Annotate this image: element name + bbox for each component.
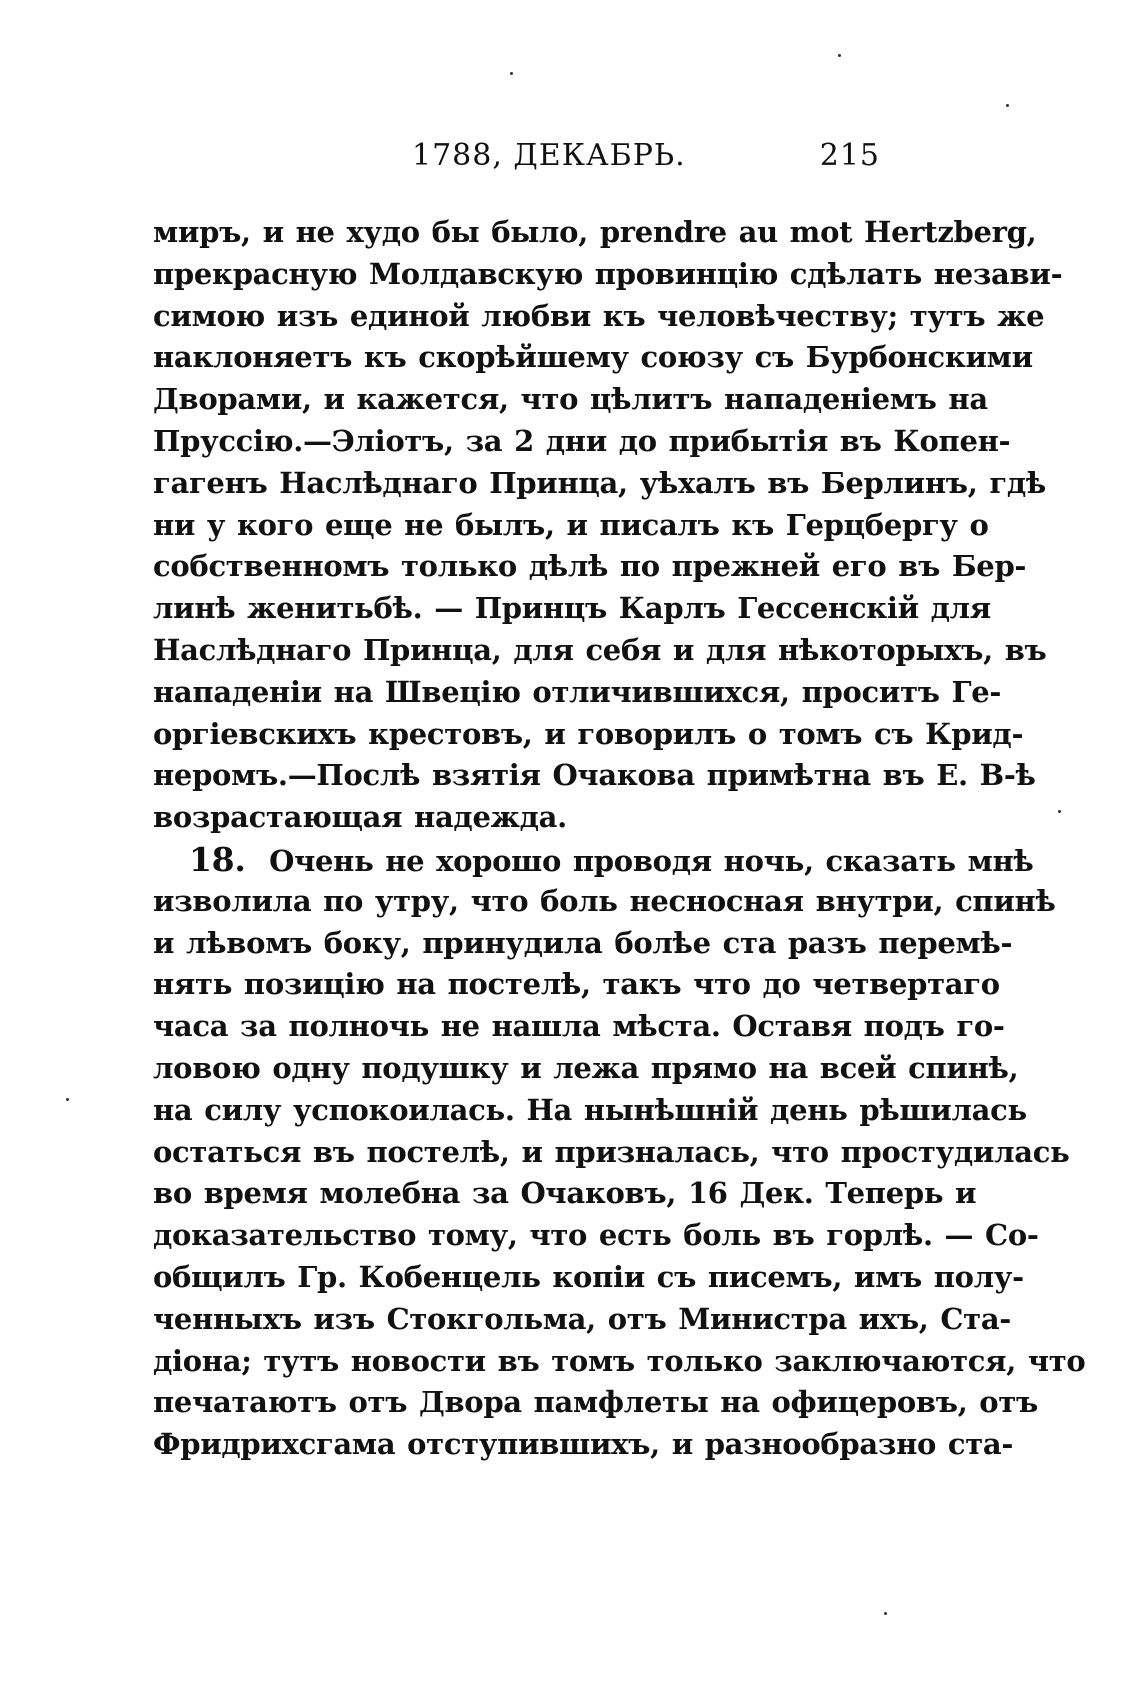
entry-number: 18. [189,839,246,879]
text-line: неромъ.—Послѣ взятія Очакова примѣтна въ Е. В-ѣ [153,758,1036,793]
text-line: ни у кого еще не былъ, и писалъ къ Герцбергу о [153,507,989,542]
scan-speck [510,72,513,75]
text-line: Наслѣднаго Принца, для себя и для нѣкоторыхъ, въ [153,632,1047,667]
scan-speck [838,54,841,57]
text-line: изволила по утру, что боль несносная внутри, спинѣ [153,883,1056,918]
header-title: 1788, ДЕКАБРЬ. [412,138,686,173]
text-line: печатаютъ отъ Двора памфлеты на офицеровъ, отъ [153,1385,1038,1420]
text-line: миръ, и не худо бы было, prendre au mot Hertzberg, [153,215,1037,249]
entry-first-line-text: Очень не хорошо проводя ночь, сказать мнѣ [269,843,1034,878]
page-number: 215 [819,138,880,173]
text-line: гагенъ Наслѣднаго Принца, уѣхалъ въ Берлинъ, гдѣ [153,465,1046,500]
scan-speck [884,1612,887,1615]
text-line: общилъ Гр. Кобенцель копіи съ писемъ, имъ полу- [153,1259,1024,1294]
text-line: наклоняетъ къ скорѣйшему союзу съ Бурбонскими [153,340,1033,375]
text-line: симою изъ единой любви къ человѣчеству; тутъ же [153,298,1045,333]
text-line: доказательство тому, что есть боль въ горлѣ. — Со- [153,1218,1039,1253]
text-line: Фридрихсгама отступившихъ, и разнообразно ста- [153,1427,1014,1462]
scan-speck [66,1098,69,1101]
text-line: нападеніи на Швецію отличившихся, проситъ Ге- [153,674,1002,709]
text-line: діона; тутъ новости въ томъ только заключаются, что [153,1343,1086,1378]
text-line: часа за полночь не нашла мѣста. Оставя подъ го- [153,1009,1005,1044]
text-line: возрастающая надежда. [153,800,567,835]
body-text [153,212,1086,1466]
text-line: остаться въ постелѣ, и призналась, что простудилась [153,1134,1070,1169]
scan-speck [1006,104,1009,107]
text-line: нять позицію на постелѣ, такъ что до четвертаго [153,967,1000,1002]
text-line: во время молебна за Очаковъ, 16 Дек. Теперь и [153,1176,977,1211]
text-line: линѣ женитьбѣ. — Принцъ Карлъ Гессенскій для [153,591,991,626]
scan-speck [1058,810,1061,813]
text-line: ченныхъ изъ Стокгольма, отъ Министра ихъ, Ста- [153,1301,1012,1336]
text-line: оргіевскихъ крестовъ, и говорилъ о томъ съ Крид- [153,716,1024,751]
text-line: Дворами, и кажется, что цѣлитъ нападеніемъ на [153,382,988,417]
text-line: и лѣвомъ боку, принудила болѣе ста разъ перемѣ- [153,925,1013,960]
text-line: собственномъ только дѣлѣ по прежней его въ Бер- [153,549,1027,584]
entry-first-line [153,839,1034,881]
text-line: ловою одну подушку и лежа прямо на всей спинѣ, [153,1050,1019,1085]
text-line: прекрасную Молдавскую провинцію сдѣлать незави- [153,256,1063,291]
text-line: Пруссію.—Эліотъ, за 2 дни до прибытія въ Копен- [153,423,1011,458]
running-header [150,138,880,188]
text-line: на силу успокоилась. На нынѣшній день рѣшилась [153,1092,1027,1127]
